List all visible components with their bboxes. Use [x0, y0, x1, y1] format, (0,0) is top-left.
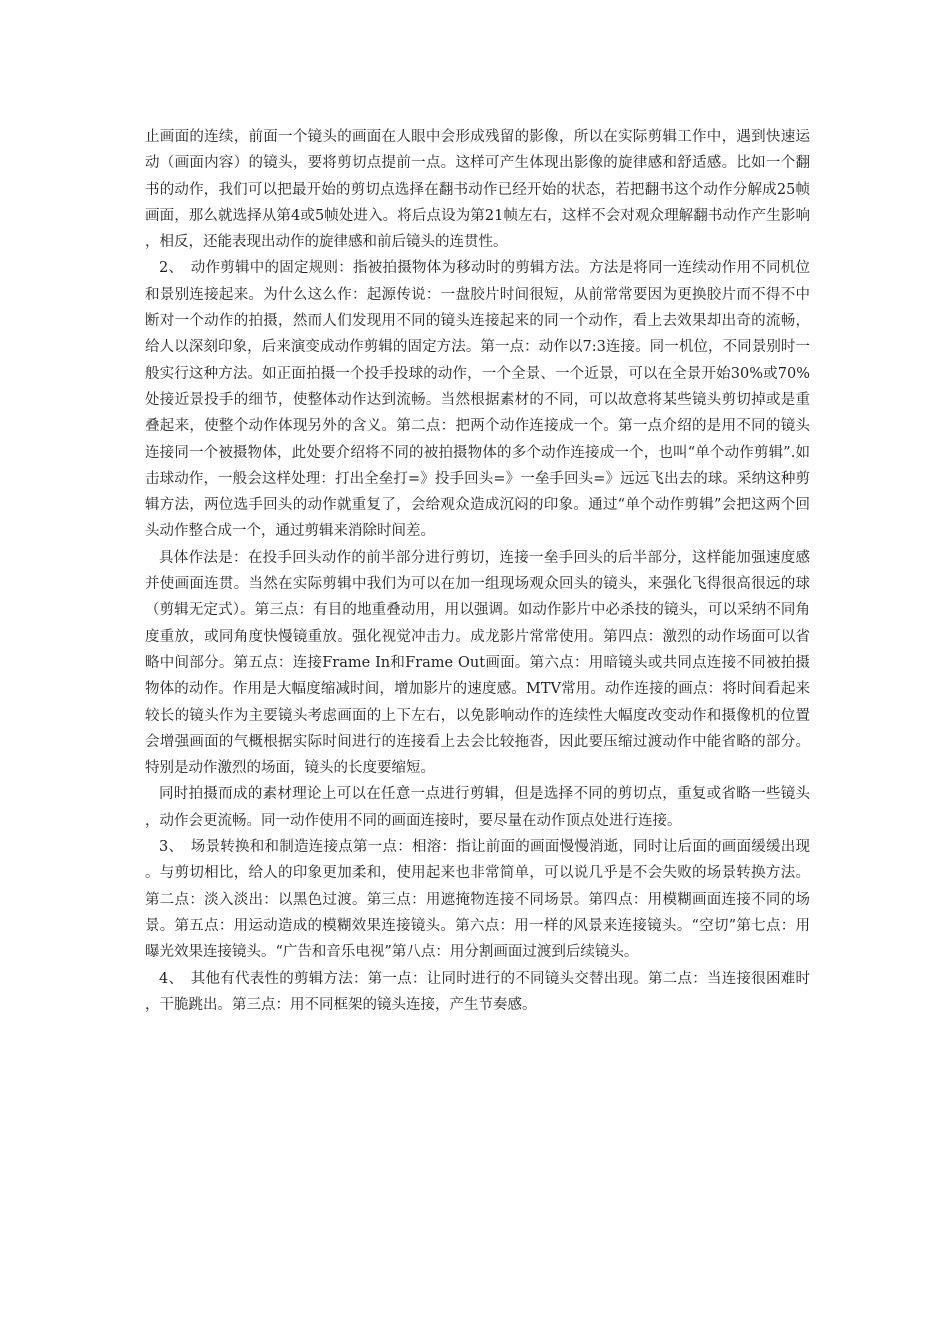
paragraph-section-3: 3、 场景转换和和制造连接点第一点：相溶：指让前面的画面慢慢消逝，同时让后面的画面缓缓出现。与剪切相比，给人的印象更加柔和，使用起来也非常简单，可以说几乎是不会失败的场景转换方法。第二点：淡入淡出：以黑色过渡。第三点：用遮掩物连接不同场景。第四点：用模糊画面连接不同的场景。第五点：用运动造成的模糊效果连接镜头。第六点：用一样的风景来连接镜头。“空切”第七点：用曝光效果连接镜头。“广告和音乐电视”第八点：用分割画面过渡到后续镜头。 [145, 839, 810, 961]
paragraph-continuation: 止画面的连续，前面一个镜头的画面在人眼中会形成残留的影像，所以在实际剪辑工作中，遇到快速运动（画面内容）的镜头，要将剪切点提前一点。这样可产生体现出影像的旋律感和舒适感。比如一个翻书的动作，我们可以把最开始的剪切点选择在翻书动作已经开始的状态，若把翻书这个动作分解成25帧画面，那么就选择从第4或5帧处进入。将后点设为第21帧左右，这样不会对观众理解翻书动作产生影响，相反，还能表现出动作的旋律感和前后镜头的连贯性。 [145, 129, 810, 251]
paragraph-section-2: 2、 动作剪辑中的固定规则：指被拍摄物体为移动时的剪辑方法。方法是将同一连续动作用不同机位和景别连接起来。为什么这么作：起源传说：一盘胶片时间很短，从前常常要因为更换胶片而不得不中断对一个动作的拍摄，然而人们发现用不同的镜头连接起来的同一个动作，看上去效果却出奇的流畅，给人以深刻印象，后来演变成动作剪辑的固定方法。第一点：动作以7:3连接。同一机位，不同景别时一般实行这种方法。如正面拍摄一个投手投球的动作，一个全景、一个近景，可以在全景开始30%或70%处接近景投手的细节，使整体动作达到流畅。当然根据素材的不同，可以故意将某些镜头剪切掉或是重叠起来，使整个动作体现另外的含义。第二点：把两个动作连接成一个。第一点介绍的是用不同的镜头连接同一个被摄物体，此处要介绍将不同的被拍摄物体的多个动作连接成一个，也叫“单个动作剪辑”.如击球动作，一般会这样处理：打出全垒打=》投手回头=》一垒手回头=》远远飞出去的球。采纳这种剪辑方法，两位选手回头的动作就重复了，会给观众造成沉闷的印象。通过“单个动作剪辑”会把这两个回头动作整合成一个，通过剪辑来消除时间差。 [145, 260, 810, 540]
paragraph-method-detail: 具体作法是：在投手回头动作的前半部分进行剪切，连接一垒手回头的后半部分，这样能加强速度感并使画面连贯。当然在实际剪辑中我们为可以在加一组现场观众回头的镜头，来强化飞得很高很远的球（剪辑无定式）。第三点：有目的地重叠动用，用以强调。如动作影片中必杀技的镜头，可以采纳不同角度重放，或同角度快慢镜重放。强化视觉冲击力。成龙影片常常使用。第四点：激烈的动作场面可以省略中间部分。第五点：连接Frame In和Frame Out画面。第六点：用暗镜头或共同点连接不同被拍摄物体的动作。作用是大幅度缩减时间，增加影片的速度感。MTV常用。动作连接的画点：将时间看起来较长的镜头作为主要镜头考虑画面的上下左右，以免影响动作的连续性大幅度改变动作和摄像机的位置会增强画面的气概根据实际时间进行的连接看上去会比较拖沓，因此要压缩过渡动作中能省略的部分。特别是动作激烈的场面，镜头的长度要缩短。 [145, 549, 810, 777]
paragraph-simultaneous-shots: 同时拍摄而成的素材理论上可以在任意一点进行剪辑，但是选择不同的剪切点，重复或省略一些镜头，动作会更流畅。同一动作使用不同的画面连接时，要尽量在动作顶点处进行连接。 [145, 786, 810, 829]
document-body [145, 124, 810, 1018]
paragraph-section-4: 4、 其他有代表性的剪辑方法：第一点：让同时进行的不同镜头交替出现。第二点：当连接很困难时，干脆跳出。第三点：用不同框架的镜头连接，产生节奏感。 [145, 970, 810, 1013]
